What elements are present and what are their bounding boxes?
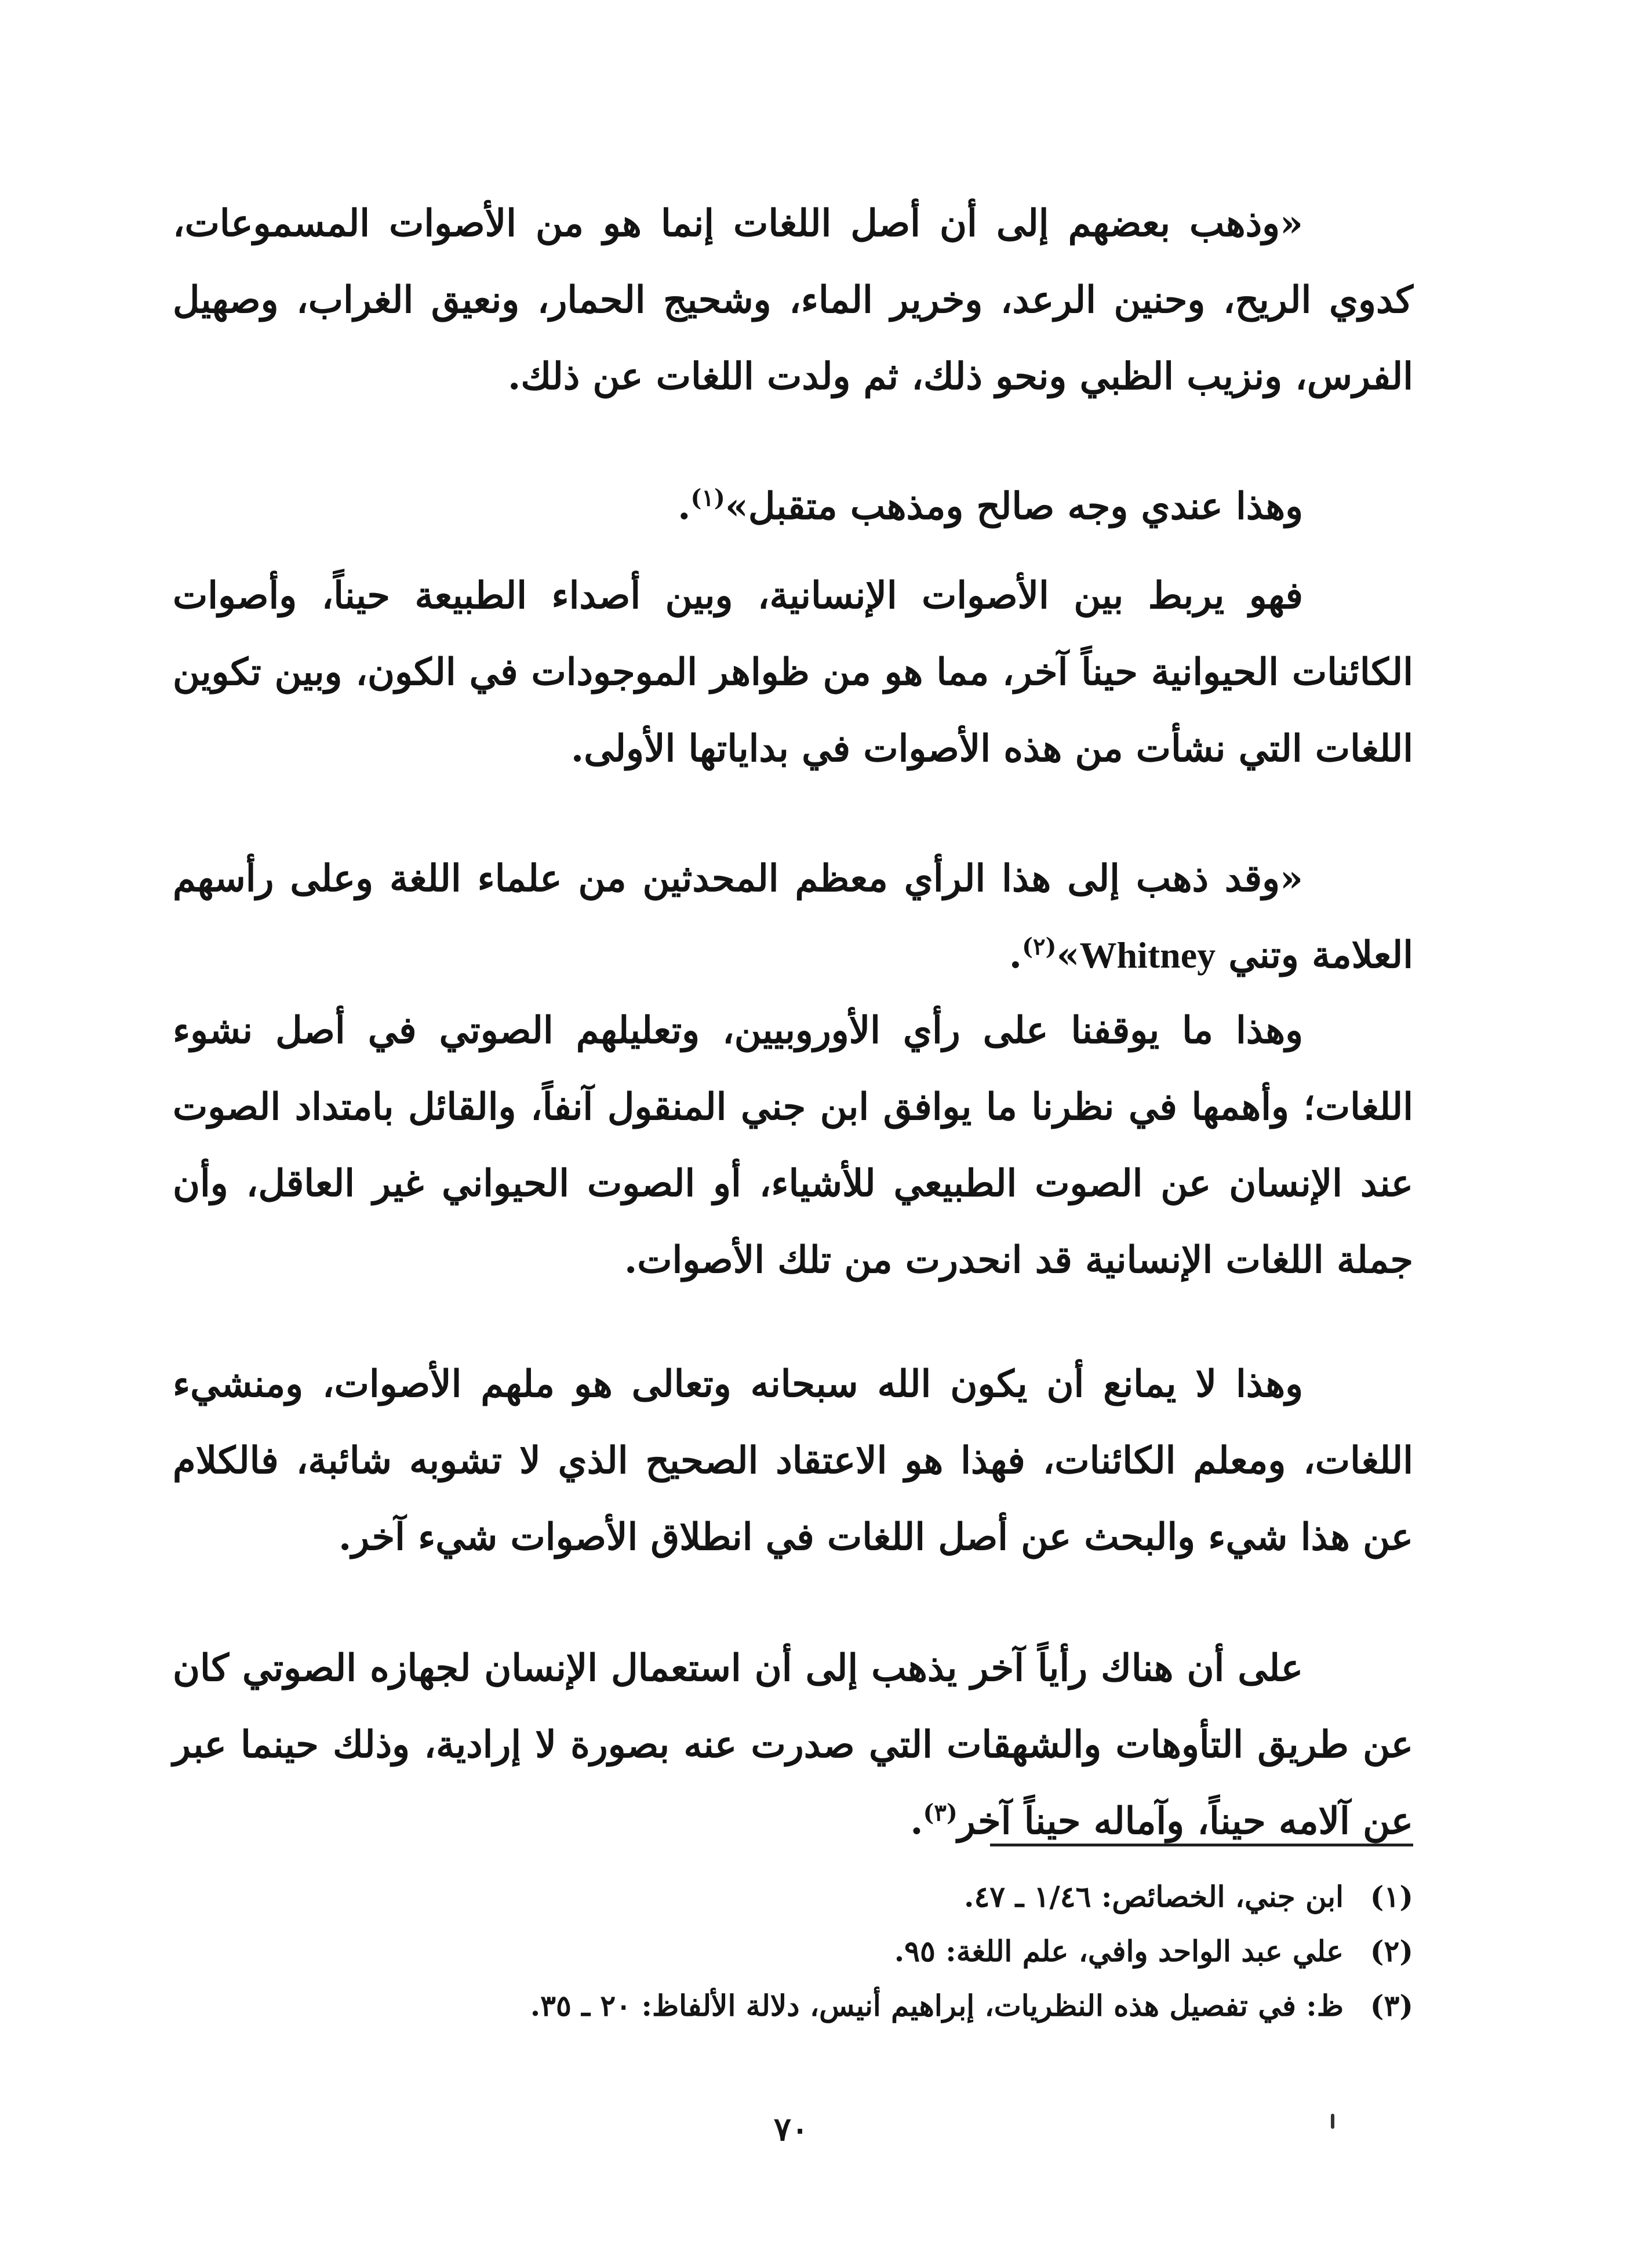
paragraph-text: على أن هناك رأياً آخر يذهب إلى أن استعمال الإنسان لجهازه الصوتي كان عن طريق التأوهات والشهقات التي صدرت عنه بصورة لا إرادية، وذلك حينما عبر عن آلامه حيناً، وآماله حيناً آخر: [173, 1646, 1414, 1843]
paragraph-7: [173, 1630, 1413, 1860]
footnote-3: [173, 1983, 1413, 2029]
quote-paragraph-4: [173, 841, 1413, 994]
footnote-2: [173, 1928, 1413, 1975]
footnote-separator: [990, 1844, 1413, 1846]
footnote-text: ظ: في تفصيل هذه النظريات، إبراهيم أنيس، دلالة الألفاظ: ٢٠ ـ ٣٥.: [530, 1988, 1344, 2023]
paragraph-text: وهذا لا يمانع أن يكون الله سبحانه وتعالى هو ملهم الأصوات، ومنشيء اللغات، ومعلم الكائنات، فهذا هو الاعتقاد الصحيح الذي لا تشوبه شائبة، فالكلام عن هذا شيء والبحث عن أصل اللغات في انطلاق الأصوات شيء آخر.: [173, 1362, 1413, 1559]
footnote-number: (٢): [1370, 1934, 1413, 1968]
paragraph-text: وهذا عندي وجه صالح ومذهب متقبل»: [725, 485, 1303, 528]
page-number: ٧٠: [773, 2110, 809, 2148]
paragraph-5: [173, 993, 1413, 1299]
footnote-number: (٣): [1370, 1988, 1413, 2023]
footnote-text: ابن جني، الخصائص: ١/٤٦ ـ ٤٧.: [964, 1879, 1344, 1914]
footnote-ref-2: (٢): [1022, 933, 1057, 961]
scan-speck: [1331, 2114, 1334, 2129]
latin-name: Whitney: [1079, 935, 1216, 976]
paragraph-text: «وذهب بعضهم إلى أن أصل اللغات إنما هو من الأصوات المسموعات، كدوي الريح، وحنين الرعد، وخرير الماء، وشحيج الحمار، ونعيق الغراب، وصهيل الفرس، ونزيب الظبي ونحو ذلك، ثم ولدت اللغات عن ذلك.: [173, 202, 1413, 398]
paragraph-6: [173, 1346, 1413, 1576]
paragraph-3: [173, 558, 1413, 787]
footnote-ref-3: (٣): [923, 1799, 958, 1827]
paragraph-end-punct: .: [678, 485, 691, 528]
paragraph-text: وهذا ما يوقفنا على رأي الأوروبيين، وتعليلهم الصوتي في أصل نشوء اللغات؛ وأهمها في نظرنا ما يوافق ابن جني المنقول آنفاً، والقائل بامتداد الصوت عند الإنسان عن الصوت الطبيعي للأشياء، أو الصوت الحيواني غير العاقل، وأن جملة اللغات الإنسانية قد انحدرت من تلك الأصوات.: [173, 1009, 1414, 1282]
footnote-ref-1: (١): [690, 484, 725, 512]
footnote-text: علي عبد الواحد وافي، علم اللغة: ٩٥.: [894, 1934, 1344, 1968]
quote-paragraph-1: [173, 186, 1413, 415]
paragraph-text: فهو يربط بين الأصوات الإنسانية، وبين أصداء الطبيعة حيناً، وأصوات الكائنات الحيوانية حيناً آخر، مما هو من ظواهر الموجودات في الكون، وبين تكوين اللغات التي نشأت من هذه الأصوات في بداياتها الأولى.: [173, 574, 1413, 770]
paragraph-end-punct: .: [1009, 933, 1023, 977]
quote-paragraph-2: [173, 468, 1413, 545]
footnote-number: (١): [1370, 1879, 1413, 1914]
paragraph-text: «وقد ذهب إلى هذا الرأي معظم المحدثين من علماء اللغة وعلى رأسهم العلامة وتني: [173, 857, 1413, 977]
closing-quote: »: [1056, 933, 1080, 977]
footnote-1: [173, 1874, 1413, 1920]
paragraph-end-punct: .: [910, 1799, 923, 1843]
